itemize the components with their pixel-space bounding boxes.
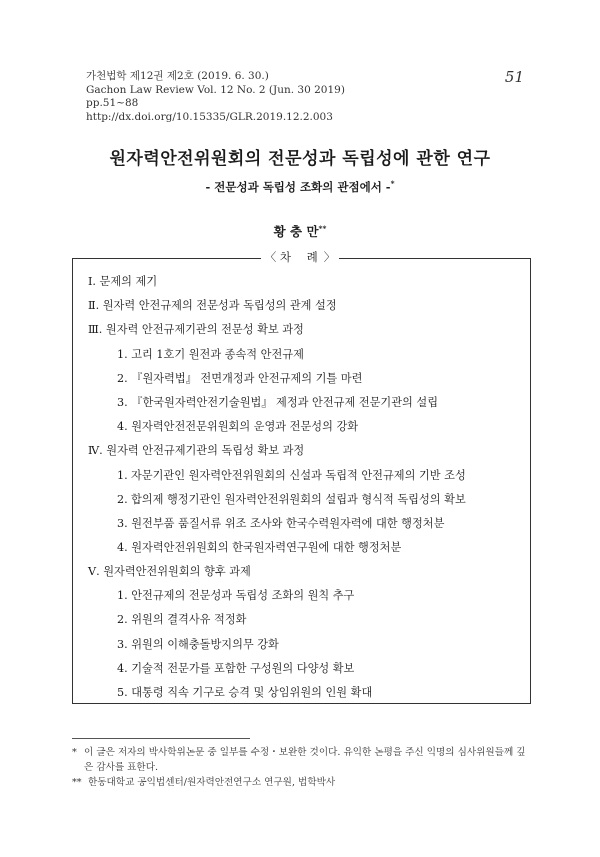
toc-number: Ⅰ. <box>88 275 96 288</box>
toc-subsection[interactable] <box>88 536 516 560</box>
page-number: 51 <box>504 68 524 86</box>
toc-text: 위원의 결격사유 적정화 <box>131 613 247 627</box>
toc-number: 3. <box>117 516 128 530</box>
toc-number: 2. <box>117 371 128 385</box>
toc-number: 4. <box>117 420 128 434</box>
footnote-text: 이 글은 저자의 박사학위논문 중 일부를 수정・보완한 것이다. 유익한 논평을 주신 익명의 심사위원들께 깊은 감사를 표한다. <box>84 747 526 773</box>
toc-section[interactable] <box>88 270 516 294</box>
footnote-divider <box>72 738 250 739</box>
author-footnote-mark[interactable]: ** <box>318 223 327 233</box>
toc-number: Ⅱ. <box>88 299 100 313</box>
toc-number: 4. <box>117 540 128 554</box>
toc-subsection[interactable] <box>88 657 516 681</box>
toc-list <box>88 270 516 705</box>
toc-text: 『원자력법』 전면개정과 안전규제의 기틀 마련 <box>131 371 363 385</box>
toc-section[interactable] <box>88 560 516 584</box>
toc-heading-text: 차 례 <box>279 250 324 264</box>
toc-number: 1. <box>117 347 128 361</box>
toc-section[interactable] <box>88 318 516 342</box>
toc-text: 원전부품 품질서류 위조 조사와 한국수력원자력에 대한 행정처분 <box>131 516 445 530</box>
toc-number: 5. <box>117 686 128 700</box>
doi-link[interactable]: http://dx.doi.org/10.15335/GLR.2019.12.2.003 <box>86 110 333 123</box>
toc-text: 대통령 직속 기구로 승격 및 상임위원의 인원 확대 <box>131 686 373 700</box>
footnote <box>72 775 532 790</box>
toc-subsection[interactable] <box>88 488 516 512</box>
toc-text: 자문기관인 원자력안전위원회의 신설과 독립적 안전규제의 기반 조성 <box>131 468 466 482</box>
toc-text: 안전규제의 전문성과 독립성 조화의 원칙 추구 <box>131 589 355 603</box>
toc-heading <box>0 249 600 265</box>
toc-number: 2. <box>117 613 128 627</box>
toc-text: 기술적 전문가를 포함한 구성원의 다양성 확보 <box>131 661 355 675</box>
toc-subsection[interactable] <box>88 633 516 657</box>
footnote-text: 한동대학교 공익법센터/원자력안전연구소 연구원, 법학박사 <box>88 777 336 788</box>
toc-number: Ⅳ. <box>88 444 103 458</box>
toc-subsection[interactable] <box>88 415 516 439</box>
toc-text: 합의제 행정기관인 원자력안전위원회의 설립과 형식적 독립성의 확보 <box>131 492 466 506</box>
toc-subsection[interactable] <box>88 367 516 391</box>
footnote-mark: ** <box>72 777 82 788</box>
journal-issue-korean: 가천법학 제12권 제2호 (2019. 6. 30.) <box>86 70 269 82</box>
toc-text: 『한국원자력안전기술원법』 제정과 안전규제 전문기관의 설립 <box>131 396 439 410</box>
toc-subsection[interactable] <box>88 608 516 632</box>
toc-subsection[interactable] <box>88 681 516 705</box>
paper-subtitle <box>0 179 600 195</box>
toc-number: 4. <box>117 661 128 675</box>
author <box>0 222 600 240</box>
toc-number: 3. <box>117 396 128 410</box>
subtitle-text: - 전문성과 독립성 조화의 관점에서 - <box>205 180 391 194</box>
toc-subsection[interactable] <box>88 343 516 367</box>
toc-number: 3. <box>117 637 128 651</box>
author-name: 황 충 만 <box>273 224 319 239</box>
toc-text: 원자력안전전문위원회의 운영과 전문성의 강화 <box>131 420 359 434</box>
toc-subsection[interactable] <box>88 584 516 608</box>
toc-subsection[interactable] <box>88 512 516 536</box>
toc-right-chevron-icon: 〉 <box>323 250 336 264</box>
journal-issue-english: Gachon Law Review Vol. 12 No. 2 (Jun. 30 2019) <box>86 83 345 96</box>
toc-left-chevron-icon: 〈 <box>264 250 280 264</box>
toc-text: 고리 1호기 원전과 종속적 안전규제 <box>131 347 304 361</box>
toc-number: 2. <box>117 492 128 506</box>
footnote-mark: * <box>72 747 77 758</box>
toc-text: 원자력안전위원회의 향후 과제 <box>103 565 251 579</box>
toc-number: 1. <box>117 589 128 603</box>
page-range: pp.51~88 <box>86 97 139 109</box>
toc-subsection[interactable] <box>88 391 516 415</box>
toc-number: 1. <box>117 468 128 482</box>
toc-section[interactable] <box>88 439 516 463</box>
footnote <box>72 745 532 775</box>
toc-number: Ⅲ. <box>88 323 103 337</box>
toc-number: Ⅴ. <box>88 565 100 579</box>
toc-subsection[interactable] <box>88 464 516 488</box>
toc-text: 원자력 안전규제기관의 독립성 확보 과정 <box>106 444 305 458</box>
toc-text: 원자력 안전규제기관의 전문성 확보 과정 <box>105 323 304 337</box>
footnotes <box>72 745 532 790</box>
toc-text: 문제의 제기 <box>99 275 158 288</box>
paper-title: 원자력안전위원회의 전문성과 독립성에 관한 연구 <box>109 149 491 169</box>
toc-section[interactable] <box>88 294 516 318</box>
journal-meta <box>86 70 345 124</box>
toc-text: 원자력 안전규제의 전문성과 독립성의 관계 설정 <box>102 299 337 313</box>
subtitle-footnote-mark[interactable]: * <box>390 179 395 189</box>
toc-text: 원자력안전위원회의 한국원자력연구원에 대한 행정처분 <box>131 540 402 554</box>
toc-text: 위원의 이해충돌방지의무 강화 <box>131 637 279 651</box>
